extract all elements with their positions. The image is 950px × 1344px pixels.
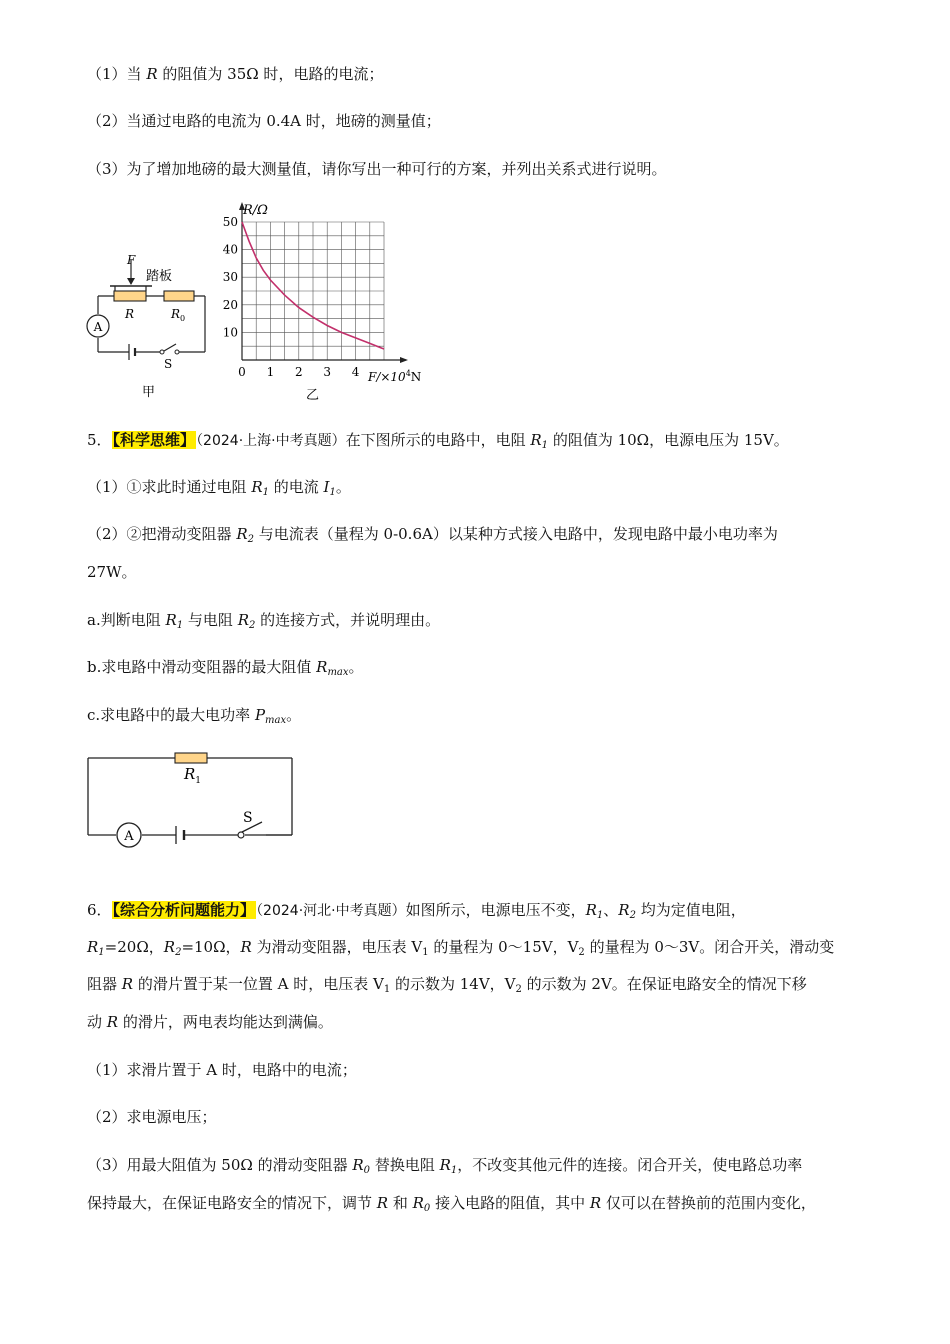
q4-part2: （2）当通过电路的电流为 0.4A 时，地磅的测量值； [87,112,441,130]
y-tick-label: 20 [222,297,238,312]
q5-part2: （2）②把滑动变阻器 $R_2$ 与电流表（量程为 0-0.6A）以某种方式接入电路中，发现电路中最小电功率为 [87,525,778,545]
ammeter-label: A [93,320,103,334]
r-label: R [125,307,135,321]
force-label: F [127,253,136,267]
q6-line1: 6．【综合分析问题能力】（2024·河北·中考真题）如图所示，电源电压不变，$R_1$、$R_2$ 均为定值电阻， [87,901,746,921]
q5-switch-label: S [243,810,253,826]
y-tick-label: 30 [222,270,238,285]
force-arrow-icon [127,278,135,285]
x-tick-label: 2 [294,365,303,379]
q6-part3: （3）用最大阻值为 50Ω 的滑动变阻器 $R_0$ 替换电阻 $R_1$，不改变其他元件的连接。闭合开关，使电路总功率 [87,1156,803,1176]
q4-part1: （1）当 R 的阻值为 35Ω 时，电路的电流； [87,65,384,83]
q5-part1: （1）①求此时通过电阻 $R_1$ 的电流 $I_1$。 [87,478,351,498]
x-tick-label: 0 [238,365,246,379]
x-tick-label: 1 [266,365,275,379]
q5-ammeter-label: A [124,829,134,844]
switch-icon [164,344,176,351]
q5-resistor-r1 [175,753,207,763]
q5-stem: 5．【科学思维】（2024·上海·中考真题）在下图所示的电路中，电阻 $R_1$ 的阻值为 10Ω，电源电压为 15V。 [87,431,789,451]
x-tick-label: 4 [351,365,360,379]
pedal-label: 踏板 [146,269,173,284]
q6-source: （2024·河北·中考真题） [256,903,406,919]
q6-part2: （2）求电源电压； [87,1108,217,1126]
figure-yi-chart [218,198,428,403]
switch-label: S [164,357,173,371]
q5-switch-icon [238,832,244,838]
figure-jia-caption: 甲 [142,385,156,400]
q5-sub-b: b.求电路中滑动变阻器的最大阻值 $R_{max}$。 [87,658,364,678]
q4-part3: （3）为了增加地磅的最大测量值，请你写出一种可行的方案，并列出关系式进行说明。 [87,160,667,178]
q5-sub-a: a.判断电阻 $R_1$ 与电阻 $R_2$ 的连接方式，并说明理由。 [87,611,441,631]
q5-source: （2024·上海·中考真题） [196,433,346,449]
q6-part3-cont: 保持最大，在保证电路安全的情况下，调节 R 和 $R_0$ 接入电路的阻值，其中 R 仅可以在替换前的范围内变化， [87,1194,816,1214]
figure-yi-caption: 乙 [306,388,320,403]
q5-sub-c: c.求电路中的最大电功率 $P_{max}$。 [87,706,302,726]
chart-ylabel: R/Ω [243,203,268,218]
q6-part1: （1）求滑片置于 A 时，电路中的电流； [87,1061,357,1079]
q5-tag: 【科学思维】 [112,431,196,449]
q6-line3: 阻器 R 的滑片置于某一位置 A 时，电压表 $V_1$ 的示数为 14V，$V_2$ 的示数为 2V。在保证电路安全的情况下移 [87,975,807,995]
x-tick-label: 3 [323,365,332,379]
resistor-r [114,291,146,301]
q5-r1-label: $R_1$ [184,765,202,786]
chart-grid [242,222,384,360]
chart-xlabel: $F/\times 10^4N$ [368,369,422,384]
resistor-r0 [164,291,194,301]
q5-circuit-figure [80,745,300,850]
q6-line2: $R_1=20\Omega$，$R_2=10\Omega$，R 为滑动变阻器，电压表 $V_1$ 的量程为 0～15V，$V_2$ 的量程为 0～3V。闭合开关，滑动变 [87,938,835,958]
figure-jia-circuit [80,250,215,400]
chart-ticks [223,215,360,379]
q5-part2-cont: 27W。 [87,563,137,581]
r0-label: $R_0$ [171,307,186,323]
y-tick-label: 10 [222,325,238,340]
y-tick-label: 50 [222,215,238,229]
q6-line4: 动 R 的滑片，两电表均能达到满偏。 [87,1013,333,1031]
q6-tag: 【综合分析问题能力】 [112,901,256,919]
x-axis-arrow-icon [400,357,408,363]
y-tick-label: 40 [222,242,238,257]
chart-axes [239,202,408,363]
